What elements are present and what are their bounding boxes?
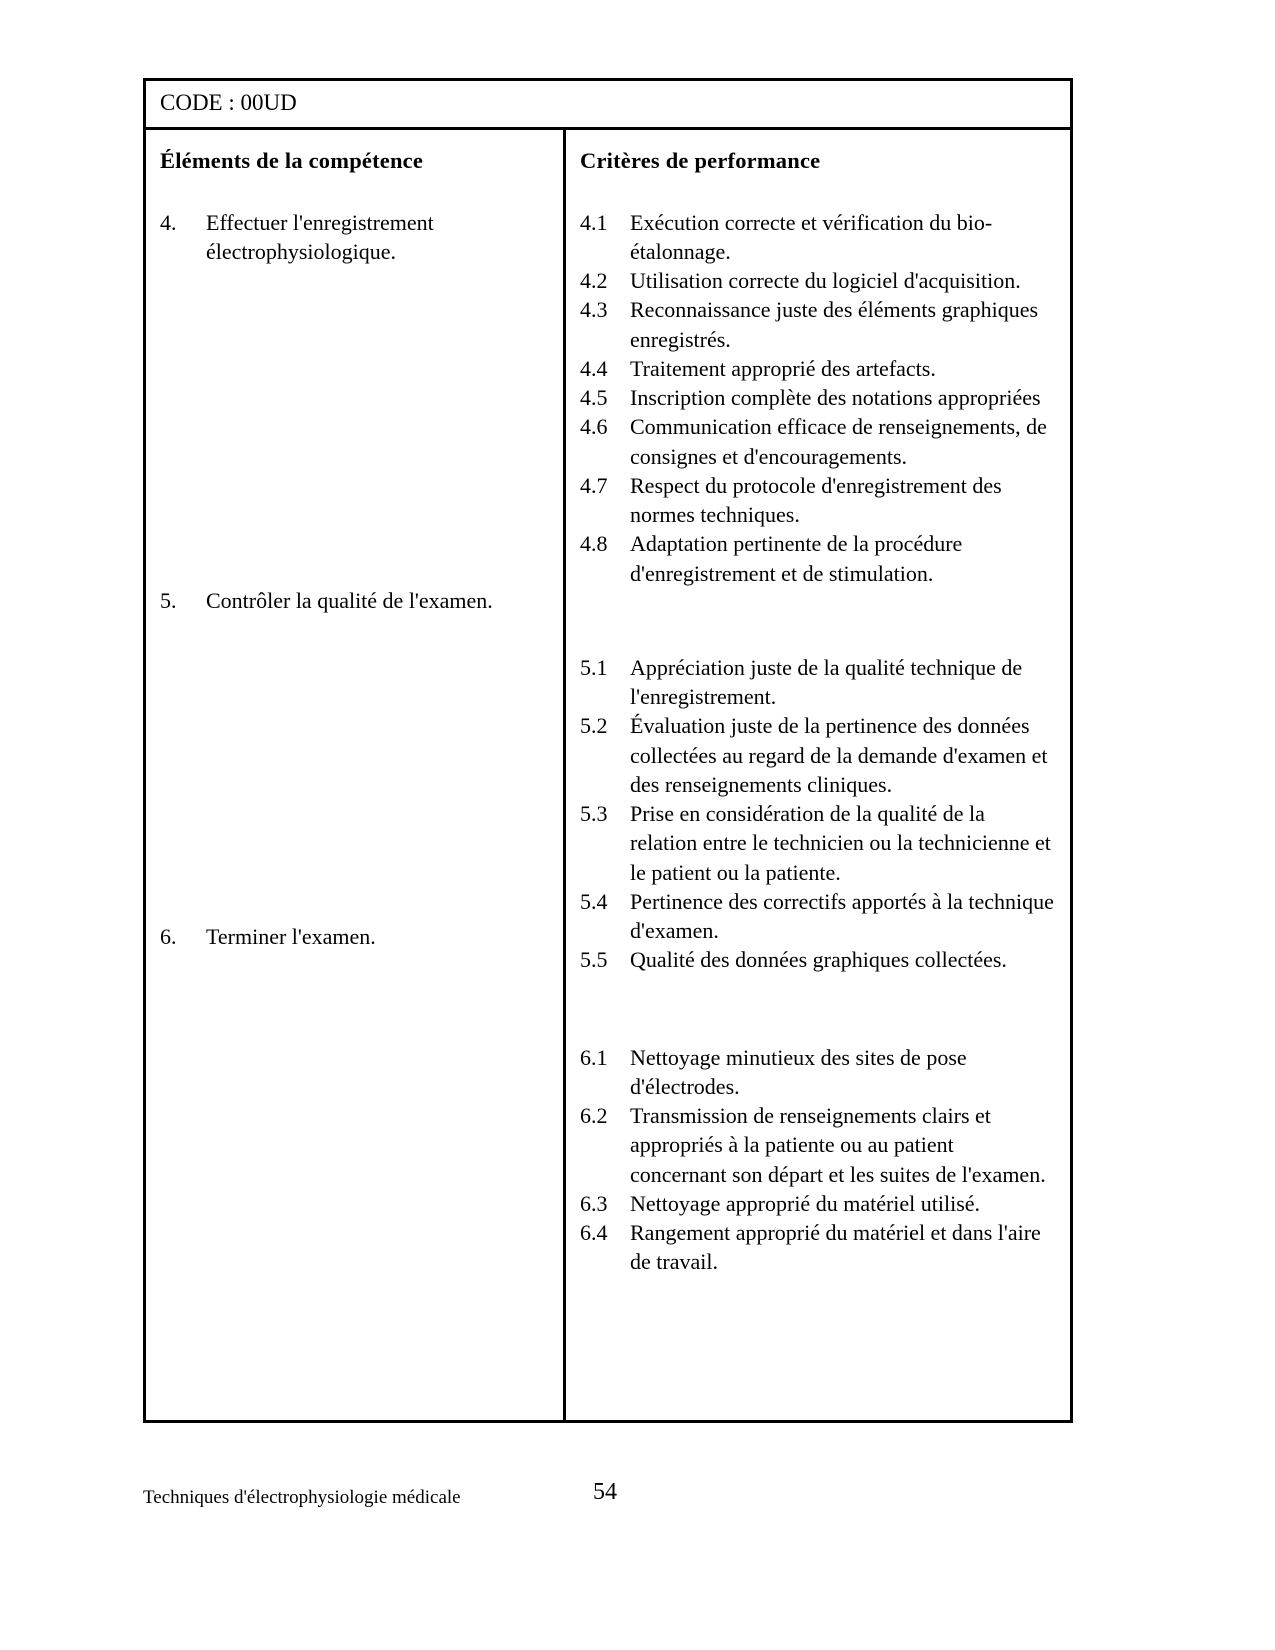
criterion-number: 4.7	[580, 472, 608, 498]
footer-page-number: 54	[593, 1479, 617, 1505]
criteria-group-6	[580, 1043, 1054, 1277]
criterion-number: 4.2	[580, 268, 608, 294]
criterion-number: 6.4	[580, 1220, 608, 1246]
table-body	[146, 130, 1070, 1420]
criterion-number: 6.2	[580, 1103, 608, 1129]
criterion-number: 4.4	[580, 355, 608, 381]
criterion-row	[580, 1043, 1054, 1102]
element-text: Effectuer l'enregistrement électrophysiologique.	[206, 209, 434, 264]
criterion-row	[580, 471, 1054, 530]
criterion-text: Inscription complète des notations appropriées	[630, 385, 1041, 411]
criterion-text: Nettoyage minutieux des sites de pose d'électrodes.	[630, 1044, 967, 1099]
spacer-left-1	[160, 266, 549, 586]
criterion-number: 5.1	[580, 654, 608, 680]
element-item	[160, 586, 549, 615]
criterion-text: Transmission de renseignements clairs et appropriés à la patiente ou au patient concernant son départ et les suites de l'examen.	[630, 1103, 1046, 1187]
criterion-row	[580, 383, 1054, 412]
criterion-number: 4.3	[580, 297, 608, 323]
criterion-number: 4.8	[580, 531, 608, 557]
spacer-right-1	[580, 588, 1054, 653]
criterion-row	[580, 354, 1054, 383]
criterion-row	[580, 1218, 1054, 1277]
code-label: CODE : 00UD	[160, 90, 297, 115]
criterion-row	[580, 208, 1054, 267]
criterion-text: Utilisation correcte du logiciel d'acquisition.	[630, 268, 1021, 294]
spacer-right-2	[580, 975, 1054, 1043]
criterion-text: Communication efficace de renseignements, de consignes et d'encouragements.	[630, 414, 1047, 469]
criterion-row	[580, 945, 1054, 974]
criterion-number: 5.5	[580, 947, 608, 973]
footer-program-label: Techniques d'électrophysiologie médicale	[143, 1487, 461, 1508]
criterion-text: Prise en considération de la qualité de la relation entre le technicien ou la technicienne et le patient ou la patiente.	[630, 801, 1051, 885]
column-criteria	[566, 130, 1070, 1420]
criterion-number: 5.4	[580, 888, 608, 914]
spacer-left-2	[160, 615, 549, 922]
criterion-text: Appréciation juste de la qualité technique de l'enregistrement.	[630, 654, 1023, 710]
criterion-number: 4.1	[580, 209, 608, 235]
element-number: 5.	[160, 587, 177, 613]
criterion-text: Évaluation juste de la pertinence des données collectées au regard de la demande d'examen et des renseignements cliniques.	[630, 713, 1048, 797]
criterion-row	[580, 529, 1054, 588]
criterion-number: 5.2	[580, 713, 608, 739]
criterion-number: 4.5	[580, 385, 608, 411]
competency-table	[143, 78, 1073, 1423]
criterion-number: 5.3	[580, 801, 608, 827]
criterion-row	[580, 412, 1054, 471]
criterion-row	[580, 711, 1054, 799]
element-text: Contrôler la qualité de l'examen.	[206, 587, 493, 613]
criterion-text: Nettoyage approprié du matériel utilisé.	[630, 1190, 981, 1216]
criterion-text: Rangement approprié du matériel et dans l'aire de travail.	[630, 1220, 1041, 1275]
element-number: 6.	[160, 923, 177, 949]
element-number: 4.	[160, 209, 177, 235]
criterion-text: Reconnaissance juste des éléments graphiques enregistrés.	[630, 297, 1039, 352]
criterion-row	[580, 653, 1054, 712]
criterion-number: 4.6	[580, 414, 608, 440]
column-header-criteria: Critères de performance	[580, 147, 821, 173]
criterion-row	[580, 1101, 1054, 1189]
criterion-text: Traitement approprié des artefacts.	[630, 355, 936, 381]
code-row	[146, 81, 1070, 130]
criterion-row	[580, 799, 1054, 887]
criteria-group-4	[580, 208, 1054, 588]
criterion-row	[580, 1189, 1054, 1218]
criterion-row	[580, 887, 1054, 946]
column-header-elements: Éléments de la compétence	[160, 147, 424, 173]
criterion-text: Exécution correcte et vérification du bio-étalonnage.	[630, 209, 993, 264]
criterion-text: Pertinence des correctifs apportés à la technique d'examen.	[630, 888, 1054, 944]
criterion-row	[580, 295, 1054, 354]
column-elements	[146, 130, 566, 1420]
criterion-number: 6.1	[580, 1044, 608, 1070]
element-item	[160, 922, 549, 951]
element-text: Terminer l'examen.	[206, 923, 376, 949]
criteria-group-5	[580, 653, 1054, 975]
element-item	[160, 208, 549, 266]
criterion-number: 6.3	[580, 1190, 608, 1216]
criterion-row	[580, 266, 1054, 295]
criterion-text: Adaptation pertinente de la procédure d'enregistrement et de stimulation.	[630, 531, 963, 586]
criterion-text: Respect du protocole d'enregistrement des normes techniques.	[630, 472, 1002, 528]
criterion-text: Qualité des données graphiques collectées.	[630, 947, 1007, 973]
